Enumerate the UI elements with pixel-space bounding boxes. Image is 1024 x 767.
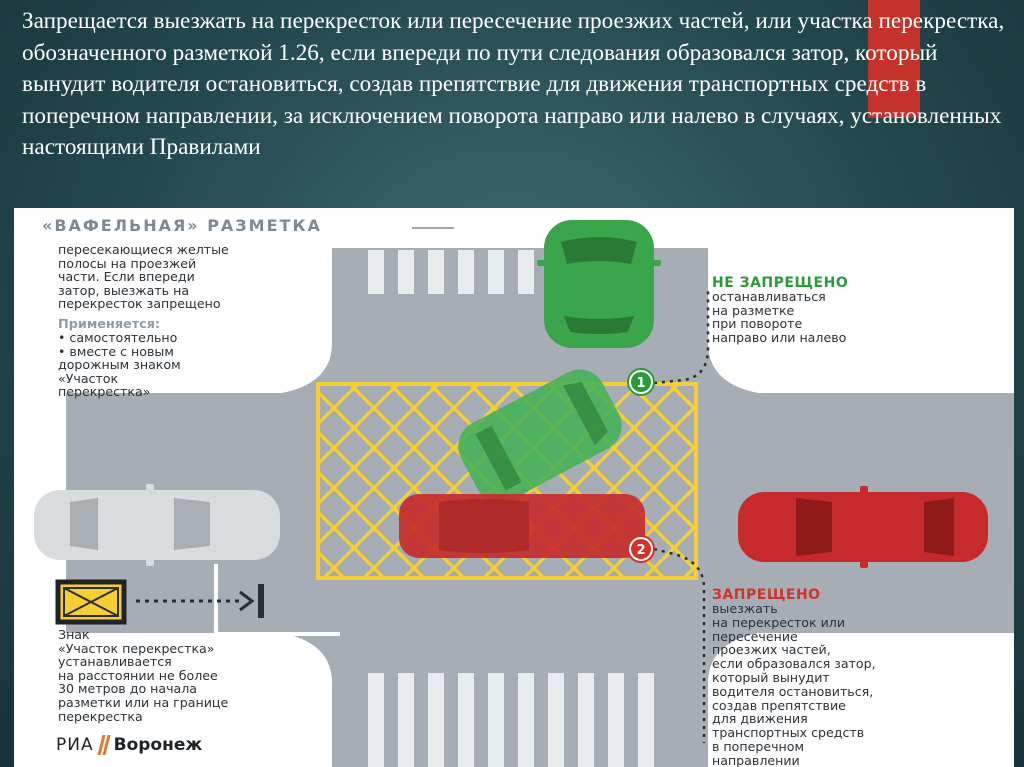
infographic-panel bbox=[14, 208, 1014, 767]
marker-1 bbox=[628, 369, 654, 395]
allowed-text: останавливаться на разметке при повороте направо или налево bbox=[712, 289, 847, 345]
applied-heading: Применяется: bbox=[58, 317, 161, 332]
grey-car-left bbox=[34, 484, 280, 566]
stop-line bbox=[258, 584, 264, 618]
infographic-title: «ВАФЕЛЬНАЯ» РАЗМЕТКА bbox=[42, 216, 322, 235]
logo-voronezh: Воронеж bbox=[113, 735, 203, 755]
marker-1-label: 1 bbox=[636, 376, 646, 391]
forbidden-text: выезжать на перекресток или пересечение проезжих частей, если образовался затор, который вынудит водителя остановиться, создав препятствие для движения транспортных средств в поперечном направлении bbox=[712, 601, 876, 767]
marker-2 bbox=[628, 536, 654, 562]
red-car-right bbox=[738, 486, 988, 568]
allowed-heading: НЕ ЗАПРЕЩЕНО bbox=[712, 275, 849, 291]
intersection-area-sign-icon bbox=[58, 582, 124, 622]
logo-mark-icon bbox=[100, 735, 108, 755]
sign-description: Знак «Участок перекрестка» устанавливается на расстоянии не более 30 метров до начала разметки или на границе перекрестка bbox=[58, 627, 229, 724]
marking-description: пересекающиеся желтые полосы на проезжей части. Если впереди затор, выезжать на перекресток запрещено bbox=[58, 242, 229, 312]
green-car-top bbox=[537, 220, 661, 348]
red-car-center bbox=[399, 494, 645, 558]
forbidden-heading: ЗАПРЕЩЕНО bbox=[712, 587, 821, 603]
title-rule bbox=[412, 227, 454, 229]
applied-list: • самостоятельно • вместе с новым дорожным знаком «Участок перекрестка» bbox=[58, 330, 181, 400]
logo-ria: РИА bbox=[56, 735, 94, 755]
ria-logo bbox=[56, 733, 202, 757]
marker-2-label: 2 bbox=[636, 543, 646, 558]
slide-heading: Запрещается выезжать на перекресток или пересечение проезжих частей, или участка перекрестка, обозначенного разметкой 1.26, если впереди по пути следования образовался затор, который вынудит водителя остановиться, создав препятствие для движения транспортных средств в поперечном направлении, за исключением поворота направо или налево в случаях, установленных настоящими Правилами bbox=[22, 8, 1005, 160]
